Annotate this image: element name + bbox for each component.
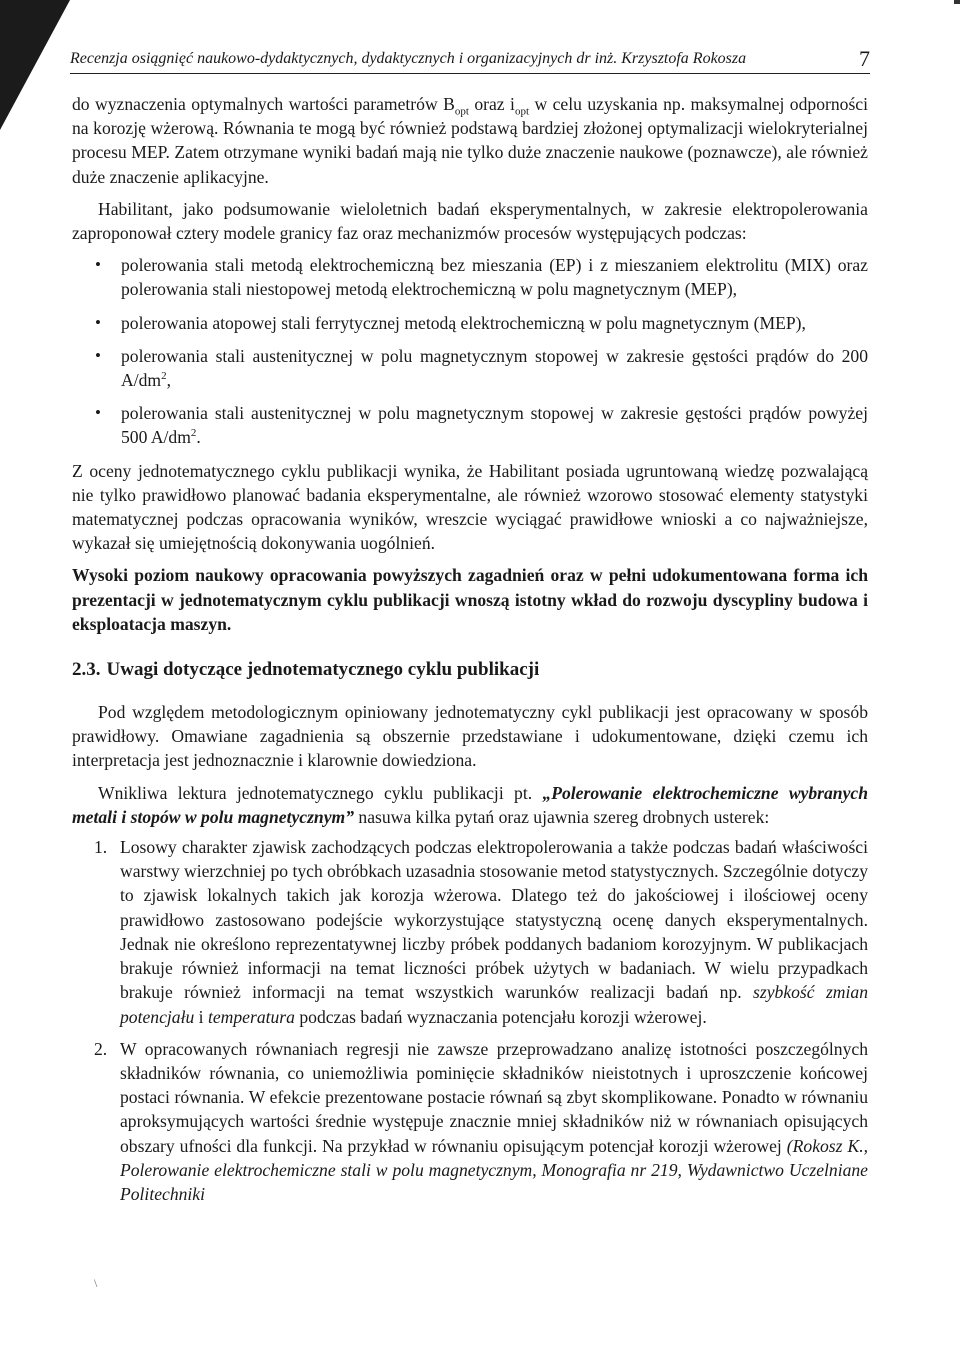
- paragraph-1: [72, 92, 868, 189]
- running-header: [70, 46, 870, 74]
- scan-edge-mark: [954, 0, 960, 4]
- subscript-opt: opt: [514, 105, 530, 118]
- bullet-item: [72, 401, 868, 449]
- bullet-tail: .: [196, 427, 201, 448]
- issue-number: 1.: [94, 837, 108, 858]
- p6-text: nasuwa kilka pytań oraz ujawnia szereg drobnych usterek:: [354, 806, 770, 827]
- bullet-item: [72, 253, 868, 301]
- issue-italic: szybkość zmian potencjału: [120, 982, 868, 1027]
- issue-text: Losowy charakter zjawisk zachodzących podczas elektropolerowania a także podczas badań właściwości warstwy wierzchniej po tych obróbkach uzasadnia stosowanie metod statystycznych. Szczególnie dotyczy to zjawisk lokalnych takich jak korozja wżerowa. Dlatego też do jakościowej i ilościowej oceny prawidłowo zastosowano podejście wykorzystujące statystyczną ocenę danych eksperymentalnych. Jednak nie określono reprezentatywnej liczby próbek poddanych badaniom korozyjnym. W publikacjach brakuje również informacji na temat liczności próbek użytych w badaniach. W wielu przypadkach brakuje również informacji na temat wszystkich warunków realizacji badań np.: [120, 837, 868, 1003]
- paragraph-2: Habilitant, jako podsumowanie wieloletnich badań eksperymentalnych, w zakresie elektropolerowania zaproponował cztery modele granicy faz oraz mechanizmów procesów występujących podczas:: [72, 198, 868, 244]
- p6-text: Wnikliwa lektura jednotematycznego cyklu publikacji pt.: [98, 782, 543, 803]
- cycle-title: „Polerowanie elektrochemiczne wybranych metali i stopów w polu magnetycznym”: [72, 782, 868, 827]
- issue-italic: (Rokosz K., Polerowanie elektrochemiczne stali w polu magnetycznym, Monografia nr 219, Wydawnictwo Uczelniane Politechniki: [120, 1135, 868, 1204]
- superscript: 2: [161, 370, 167, 383]
- issues-list: [72, 835, 868, 1206]
- subscript-opt: opt: [454, 105, 469, 118]
- bullet-text: polerowania atopowej stali ferrytycznej metodą elektrochemiczną w polu magnetycznym (MEP),: [121, 312, 806, 333]
- bullet-item: [72, 311, 868, 335]
- section-title: Uwagi dotyczące jednotematycznego cyklu publikacji: [106, 659, 540, 681]
- scan-corner-shadow: [0, 0, 70, 130]
- stray-mark: \: [94, 1276, 98, 1290]
- paragraph-4-conclusion: Wysoki poziom naukowy opracowania powyższych zagadnień oraz w pełni udokumentowana forma ich prezentacji w jednotematycznym cyklu publikacji wnoszą istotny wkład do rozwoju dyscypliny budowa i eksploatacja maszyn.: [72, 565, 868, 634]
- header-title: Recenzja osiągnięć naukowo-dydaktycznych, dydaktycznych i organizacyjnych dr inż. Krzysztofa Rokosza: [70, 50, 747, 67]
- superscript: 2: [190, 427, 197, 440]
- issue-item: [72, 835, 868, 1029]
- p1-text: oraz i: [468, 94, 515, 114]
- bullet-text: polerowania stali austenitycznej w polu magnetycznym stopowej w zakresie gęstości prądów do 200 A/dm: [121, 345, 868, 391]
- page-number: 7: [859, 46, 870, 71]
- issue-item: [72, 1037, 868, 1206]
- bullet-text: polerowania stali metodą elektrochemiczną bez mieszania (EP) i z mieszaniem elektrolitu (MIX) oraz polerowania stali niestopowej metodą elektrochemiczną w polu magnetycznym (MEP),: [121, 255, 868, 300]
- issue-italic: temperatura: [207, 1006, 295, 1027]
- bullet-item: [72, 344, 868, 392]
- p1-text: w celu uzyskania np. maksymalnej odporności na korozję wżerową. Równania te mogą być również podstawą bardziej złożonej optymalizacji wielokryterialnej procesu MEP. Zatem otrzymane wyniki badań mają nie tylko duże znaczenie naukowe (poznawcze), ale również duże znaczenie aplikacyjne.: [72, 94, 868, 187]
- bullet-text: polerowania stali austenitycznej w polu magnetycznym stopowej w zakresie gęstości prądów powyżej 500 A/dm: [121, 403, 868, 448]
- paragraph-3: Z oceny jednotematycznego cyklu publikacji wynika, że Habilitant posiada ugruntowaną wiedzę pozwalającą nie tylko prawidłowo planować badania eksperymentalne, ale również wzorowo stosować elementy statystyki matematycznej podczas opracowania wyników, wreszcie wyciągać prawidłowe wnioski a co najważniejsze, wykazał się umiejętnością dokonywania uogólnień.: [72, 460, 868, 554]
- p1-text: do wyznaczenia optymalnych wartości parametrów B: [72, 94, 455, 114]
- issue-text: i: [194, 1006, 208, 1027]
- bullet-list: [72, 253, 868, 449]
- issue-text: podczas badań wyznaczania potencjału korozji wżerowej.: [294, 1006, 707, 1027]
- section-heading: [72, 658, 868, 682]
- bullet-tail: ,: [166, 370, 171, 391]
- page-content: [72, 92, 868, 1214]
- issue-number: 2.: [94, 1038, 108, 1059]
- issue-text: W opracowanych równaniach regresji nie zawsze przeprowadzano analizę istotności poszczególnych składników równania, co uniemożliwia pominięcie składników nieistotnych i uproszczenie końcowej postaci równania. W efekcie prezentowane postacie równań są zbyt skomplikowane. Ponadto w równaniu aproksymujących wartości średnie występuje znacznie mniej składników niż w równaniach opisujących obszary ufności dla funkcji. Na przykład w równaniu opisującym potencjał korozji wżerowej: [120, 1038, 868, 1156]
- paragraph-5: Pod względem metodologicznym opiniowany jednotematyczny cykl publikacji jest opracowany w sposób prawidłowy. Omawiane zagadnienia są obszernie przedstawiane i udokumentowane, dzięki czemu ich interpretacja jest jednoznacznie i klarownie dowiedziona.: [72, 702, 868, 771]
- paragraph-6: [72, 781, 868, 829]
- section-number: 2.3.: [72, 659, 101, 681]
